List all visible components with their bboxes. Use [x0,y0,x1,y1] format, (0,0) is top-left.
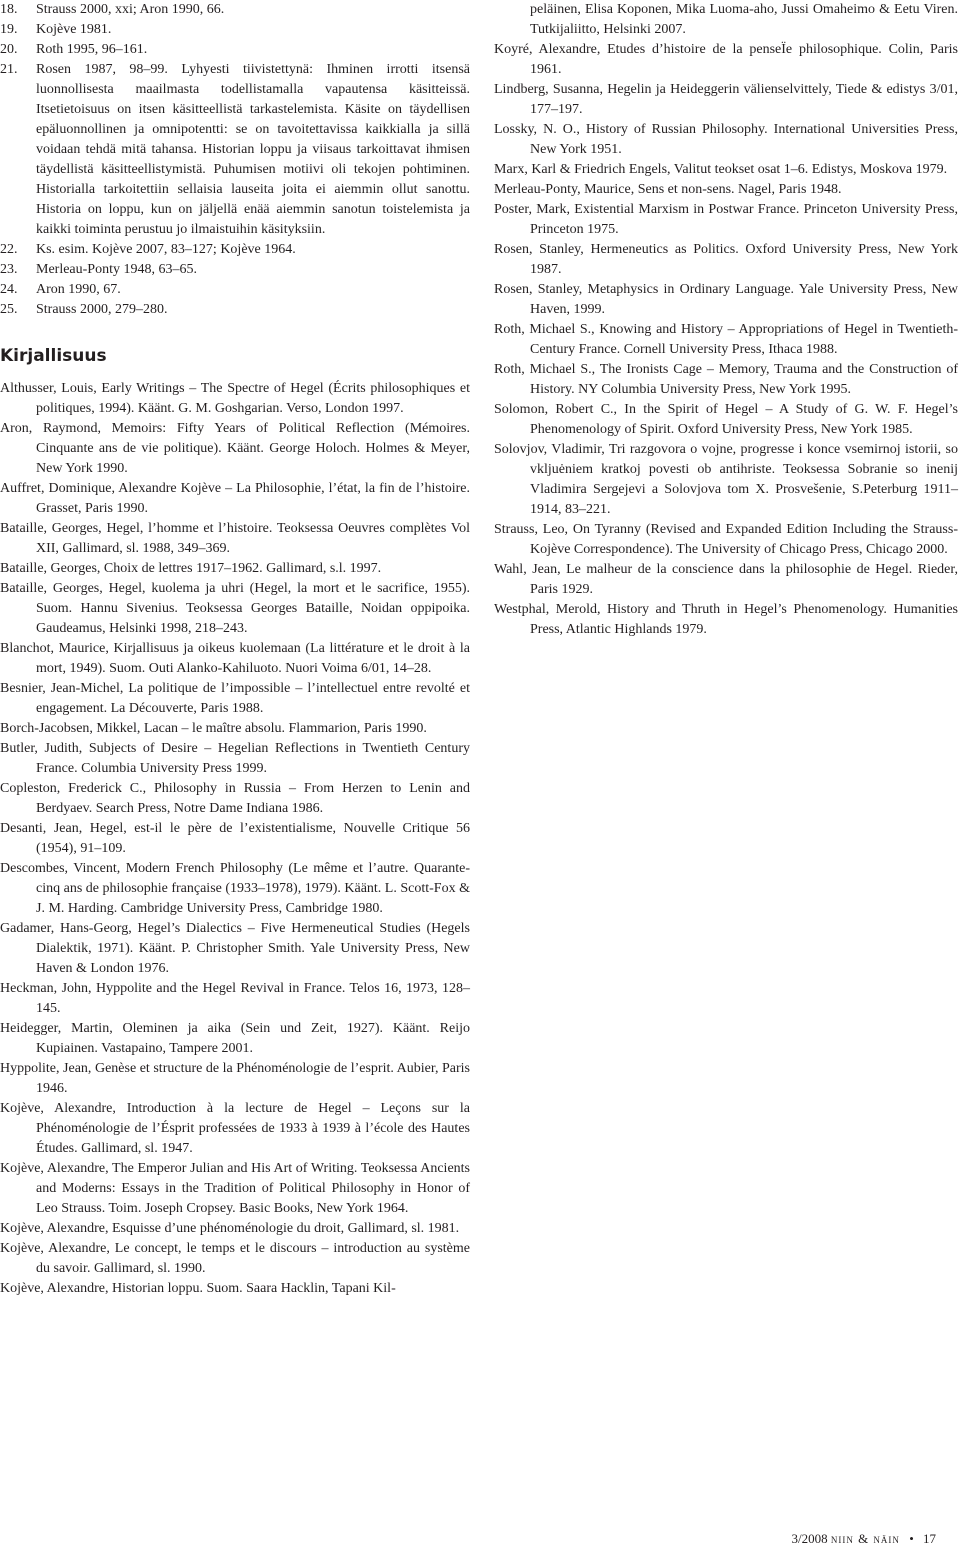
endnote [0,40,470,60]
reference-entry: Besnier, Jean-Michel, La politique de l’impossible – l’intellectuel entre revolté et engagement. La Découverte, Paris 1988. [0,681,470,716]
reference-entry: Bataille, Georges, Choix de lettres 1917–1962. Gallimard, s.l. 1997. [0,561,382,576]
endnote [0,240,470,260]
reference-entry: Poster, Mark, Existential Marxism in Postwar France. Princeton University Press, Princeton 1975. [494,202,958,237]
reference-entry: Kojève, Alexandre, The Emperor Julian and His Art of Writing. Teoksessa Ancients and Moderns: Essays in the Tradition of Political Philosophy in Honor of Leo Strauss. Toim. Joseph Cropsey. Basic Books, New York 1964. [0,1161,470,1216]
reference-entry: Bataille, Georges, Hegel, kuolema ja uhri (Hegel, la mort et le sacrifice, 1955). Suom. Hannu Sivenius. Teoksessa Georges Bataille, Noidan oppipoika. Gaudeamus, Helsinki 1998, 218–243. [0,581,470,636]
reference-entry: Gadamer, Hans-Georg, Hegel’s Dialectics – Five Hermeneutical Studies (Hegels Dialektik, 1971). Käänt. P. Christopher Smith. Yale University Press, New Haven & London 1976. [0,921,470,976]
reference-entry: Heidegger, Martin, Oleminen ja aika (Sein und Zeit, 1927). Käänt. Reijo Kupiainen. Vastapaino, Tampere 2001. [0,1021,470,1056]
reference-entry: Kojève, Alexandre, Introduction à la lecture de Hegel – Leçons sur la Phénoménologie de l’Ésprit professées de 1933 à 1939 à l’école des Hautes Études. Gallimard, sl. 1947. [0,1101,470,1156]
endnote-number: 25. [0,302,18,317]
bibliography-left [0,379,470,1299]
issue-number: 3/2008 [791,1531,828,1546]
reference-entry: Copleston, Frederick C., Philosophy in Russia – From Herzen to Lenin and Berdyaev. Search Press, Notre Dame Indiana 1986. [0,781,470,816]
endnote-text: Aron 1990, 67. [36,282,121,297]
reference-entry: Borch-Jacobsen, Mikkel, Lacan – le maître absolu. Flammarion, Paris 1990. [0,721,427,736]
right-column [494,0,958,640]
reference-entry: Kojève, Alexandre, Historian loppu. Suom. Saara Hacklin, Tapani Kil- [0,1281,396,1296]
reference-entry: Solovjov, Vladimir, Tri razgovora o vojne, progresse i konce vsemirnoj istorii, so vkljuėniem kratkoj povesti ob antihriste. Teoksessa Sobranie so inenij Vladimira Sergejevi a Solovjova tom X. Prosvešenie, S.Peterburg 1911–1914, 83–221. [494,442,958,517]
endnote [0,260,470,280]
endnote-number: 20. [0,42,18,57]
reference-entry: Althusser, Louis, Early Writings – The Spectre of Hegel (Écrits philosophiques et politiques, 1994). Käänt. G. M. Goshgarian. Verso, London 1997. [0,381,470,416]
endnote-text: Merleau-Ponty 1948, 63–65. [36,262,197,277]
endnote-number: 24. [0,282,18,297]
reference-entry: Auffret, Dominique, Alexandre Kojève – La Philosophie, l’état, la fin de l’histoire. Grasset, Paris 1990. [0,481,470,516]
endnote-number: 18. [0,2,18,17]
endnote-number: 21. [0,62,18,77]
magazine-name: niin & näin [830,1531,900,1546]
reference-entry: Wahl, Jean, Le malheur de la conscience dans la philosophie de Hegel. Rieder, Paris 1929. [494,562,958,597]
reference-entry: Lindberg, Susanna, Hegelin ja Heideggerin välienselvittely, Tiede & edistys 3/01, 177–197. [494,82,958,117]
reference-entry: Solomon, Robert C., In the Spirit of Hegel – A Study of G. W. F. Hegel’s Phenomenology of Spirit. Oxford University Press, New York 1985. [494,402,958,437]
endnote-number: 23. [0,262,18,277]
reference-entry-continued: peläinen, Elisa Koponen, Mika Luoma-aho, Jussi Omaheimo & Eetu Viren. Tutkijaliitto, Helsinki 2007. [530,2,958,37]
endnote-number: 22. [0,242,18,257]
reference-entry: Westphal, Merold, History and Thruth in Hegel’s Phenomenology. Humanities Press, Atlantic Highlands 1979. [494,602,958,637]
reference-entry: Rosen, Stanley, Metaphysics in Ordinary Language. Yale University Press, New Haven, 1999. [494,282,958,317]
reference-entry: Kojève, Alexandre, Esquisse d’une phénoménologie du droit, Gallimard, sl. 1981. [0,1221,460,1236]
reference-entry: Marx, Karl & Friedrich Engels, Valitut teokset osat 1–6. Edistys, Moskova 1979. [494,162,948,177]
endnotes [0,0,470,320]
reference-entry: Heckman, John, Hyppolite and the Hegel Revival in France. Telos 16, 1973, 128–145. [0,981,470,1016]
reference-entry: Merleau-Ponty, Maurice, Sens et non-sens. Nagel, Paris 1948. [494,182,842,197]
reference-entry: Kojève, Alexandre, Le concept, le temps et le discours – introduction au système du savoir. Gallimard, sl. 1990. [0,1241,470,1276]
reference-entry: Hyppolite, Jean, Genèse et structure de la Phénoménologie de l’esprit. Aubier, Paris 1946. [0,1061,470,1096]
reference-entry: Roth, Michael S., Knowing and History – Appropriations of Hegel in Twentieth-Century France. Cornell University Press, Ithaca 1988. [494,322,958,357]
left-column [0,0,470,1299]
reference-entry: Aron, Raymond, Memoirs: Fifty Years of Political Reflection (Mémoires. Cinquante ans de vie politique). Käänt. George Holoch. Holmes & Meyer, New York 1990. [0,421,470,476]
endnote-text: Rosen 1987, 98–99. Lyhyesti tiivistettynä: Ihminen irrotti itsensä luonnollisesta maailmasta todellistamalla vapautensa käsitteissä. Itsetietoisuus on itsen käsitteellistä tarkastelemista. Käsite on täydellisen epäluonnollinen ja omnipotentti: se on tavoitettavissa kaikkialla ja sillä voidaan tehdä mitä tahansa. Historian loppu ja viisaus tarkoittavat ihmisen täydellistä käsitteellistymistä. Puhumisen motiivi oli tekojen pohtiminen. Historialla tarkoitettiin sellaisia lauseita joita ei aiemmin ollut sanottu. Historia on loppu, kun on jäljellä enää aiemmin sanotun toistelemista ja kaikki toiminta perustuu jo ilmaistuihin käsityksiin. [36,62,470,237]
separator-bullet: • [909,1531,914,1546]
reference-entry: Bataille, Georges, Hegel, l’homme et l’histoire. Teoksessa Oeuvres complètes Vol XII, Gallimard, sl. 1988, 349–369. [0,521,470,556]
reference-entry: Descombes, Vincent, Modern French Philosophy (Le même et l’autre. Quarante-cinq ans de philosophie française (1933–1978), 1979). Käänt. L. Scott-Fox & J. M. Harding. Cambridge University Press, Cambridge 1980. [0,861,470,916]
endnote [0,60,470,240]
endnote [0,20,470,40]
endnote-text: Strauss 2000, xxi; Aron 1990, 66. [36,2,225,17]
endnote-text: Roth 1995, 96–161. [36,42,148,57]
reference-entry: Lossky, N. O., History of Russian Philosophy. International Universities Press, New York 1951. [494,122,958,157]
reference-entry: Butler, Judith, Subjects of Desire – Hegelian Reflections in Twentieth Century France. Columbia University Press 1999. [0,741,470,776]
reference-entry: Strauss, Leo, On Tyranny (Revised and Expanded Edition Including the Strauss-Kojève Correspondence). The University of Chicago Press, Chicago 2000. [494,522,958,557]
endnote-text: Ks. esim. Kojève 2007, 83–127; Kojève 1964. [36,242,296,257]
endnote [0,0,470,20]
bibliography-right [494,0,958,640]
endnote-number: 19. [0,22,18,37]
reference-entry: Rosen, Stanley, Hermeneutics as Politics. Oxford University Press, New York 1987. [494,242,958,277]
reference-entry: Desanti, Jean, Hegel, est-il le père de l’existentialisme, Nouvelle Critique 56 (1954), 91–109. [0,821,470,856]
reference-entry: Roth, Michael S., The Ironists Cage – Memory, Trauma and the Construction of History. NY Columbia University Press, New York 1995. [494,362,958,397]
page-footer [791,1530,936,1548]
endnote-text: Kojève 1981. [36,22,112,37]
reference-entry: Blanchot, Maurice, Kirjallisuus ja oikeus kuolemaan (La littérature et le droit à la mort, 1949). Suom. Outi Alanko-Kahiluoto. Nuori Voima 6/01, 14–28. [0,641,470,676]
reference-entry: Koyré, Alexandre, Etudes d’histoire de la penseÏe philosophique. Colin, Paris 1961. [494,42,958,77]
endnote-text: Strauss 2000, 279–280. [36,302,168,317]
section-heading: Kirjallisuus [0,346,107,366]
endnote [0,300,470,320]
endnote [0,280,470,300]
page-number: 17 [923,1531,936,1546]
